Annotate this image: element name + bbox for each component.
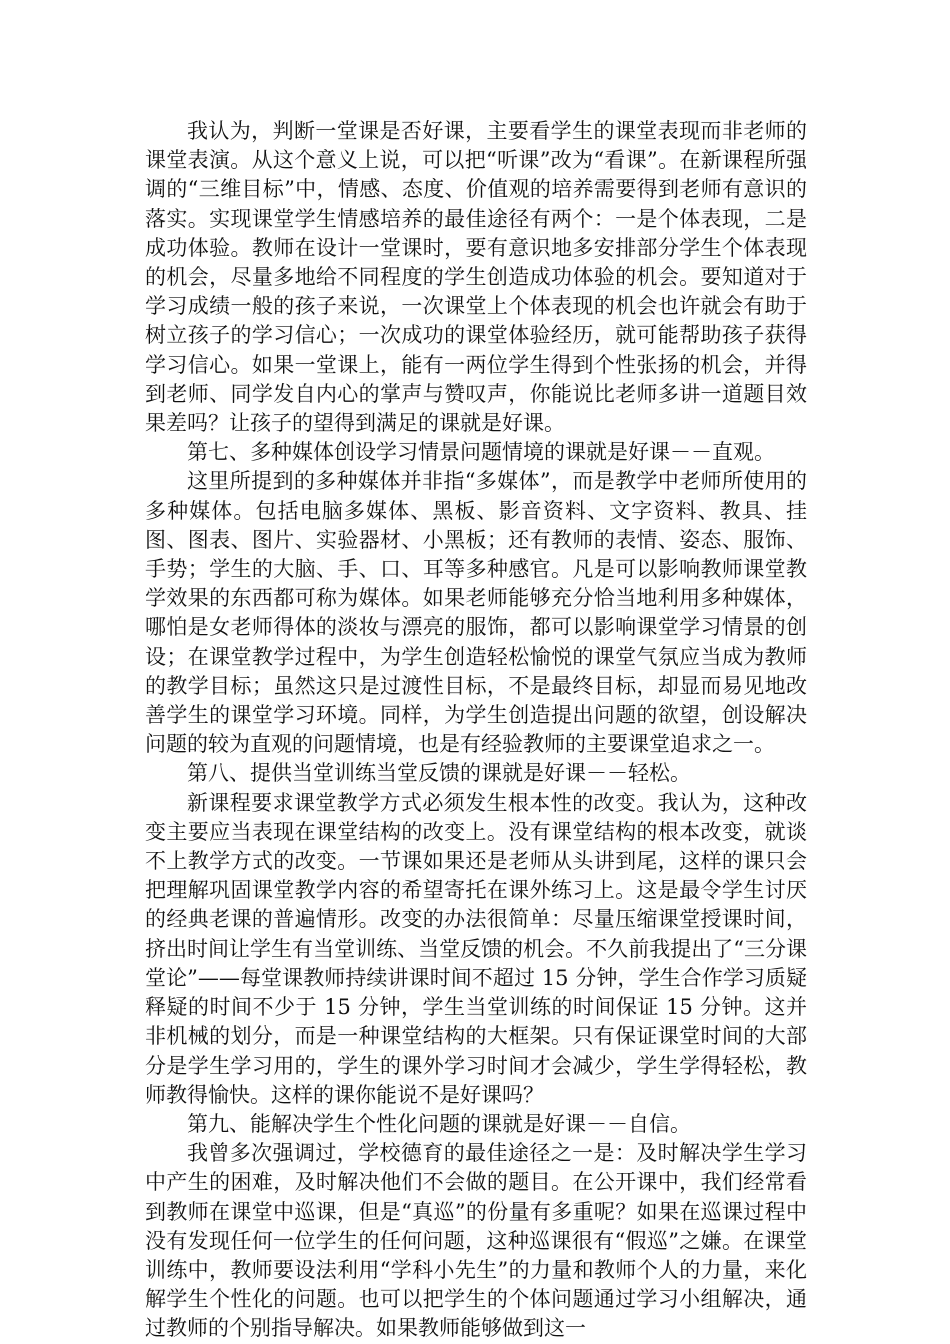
- heading-eighth-point: 第八、提供当堂训练当堂反馈的课就是好课－－轻松。: [187, 761, 691, 786]
- paragraph-multimedia: 这里所提到的多种媒体并非指“多媒体”，而是教学中老师所使用的多种媒体。包括电脑多媒体、黑板、影音资料、文字资料、教具、挂图、图表、图片、实验器材、小黑板；还有教师的表情、姿态、服饰、手势；学生的大脑、手、口、耳等多种感官。凡是可以影响教师课堂教学效果的东西都可称为媒体。如果老师能够充分恰当地利用多种媒体，哪怕是女老师得体的淡妆与漂亮的服饰，都可以影响课堂学习情景的创设；在课堂教学过程中，为学生创造轻松愉悦的课堂气氛应当成为教师的教学目标；虽然这只是过渡性目标，不是最终目标，却显而易见地改善学生的课堂学习环境。同样，为学生创造提出问题的欲望，创设解决问题的较为直观的问题情境，也是有经验教师的主要课堂追求之一。: [145, 469, 807, 757]
- paragraph-classroom-structure: 新课程要求课堂教学方式必须发生根本性的改变。我认为，这种改变主要应当表现在课堂结构的改变上。没有课堂结构的根本改变，就谈不上教学方式的改变。一节课如果还是老师从头讲到尾，这样的课只会把理解巩固课堂教学内容的希望寄托在课外练习上。这是最令学生讨厌的经典老课的普遍情形。改变的办法很简单：尽量压缩课堂授课时间，挤出时间让学生有当堂训练、当堂反馈的机会。不久前我提出了“三分课堂论”——每堂课教师持续讲课时间不超过 15 分钟，学生合作学习质疑释疑的时间不少于 15 分钟，学生当堂训练的时间保证 15 分钟。这并非机械的划分，而是一种课堂结构的大框架。只有保证课堂时间的大部分是学生学习用的，学生的课外学习时间才会减少，学生学得轻松，教师教得愉快。这样的课你能说不是好课吗？: [145, 790, 807, 1107]
- heading-ninth-point: 第九、能解决学生个性化问题的课就是好课－－自信。: [187, 1111, 691, 1136]
- heading-seventh-point: 第七、多种媒体创设学习情景问题情境的课就是好课－－直观。: [187, 440, 775, 465]
- paragraph-individual-problems: 我曾多次强调过，学校德育的最佳途径之一是：及时解决学生学习中产生的困难，及时解决他们不会做的题目。在公开课中，我们经常看到教师在课堂中巡课，但是“真巡”的份量有多重呢？如果在巡课过程中没有发现任何一位学生的任何问题，这种巡课很有“假巡”之嫌。在课堂训练中，教师要设法利用“学科小先生”的力量和教师个人的力量，来化解学生个性化的问题。也可以把学生的个体问题通过学习小组解决，通过教师的个别指导解决。如果教师能够做到这一: [145, 1141, 807, 1341]
- paragraph-student-performance: 我认为，判断一堂课是否好课，主要看学生的课堂表现而非老师的课堂表演。从这个意义上说，可以把“听课”改为“看课”。在新课程所强调的“三维目标”中，情感、态度、价值观的培养需要得到老师有意识的落实。实现课堂学生情感培养的最佳途径有两个：一是个体表现，二是成功体验。教师在设计一堂课时，要有意识地多安排部分学生个体表现的机会，尽量多地给不同程度的学生创造成功体验的机会。要知道对于学习成绩一般的孩子来说，一次课堂上个体表现的机会也许就会有助于树立孩子的学习信心；一次成功的课堂体验经历，就可能帮助孩子获得学习信心。如果一堂课上，能有一两位学生得到个性张扬的机会，并得到老师、同学发自内心的掌声与赞叹声，你能说比老师多讲一道题目效果差吗？让孩子的望得到满足的课就是好课。: [145, 119, 807, 436]
- document-body: [145, 117, 807, 1344]
